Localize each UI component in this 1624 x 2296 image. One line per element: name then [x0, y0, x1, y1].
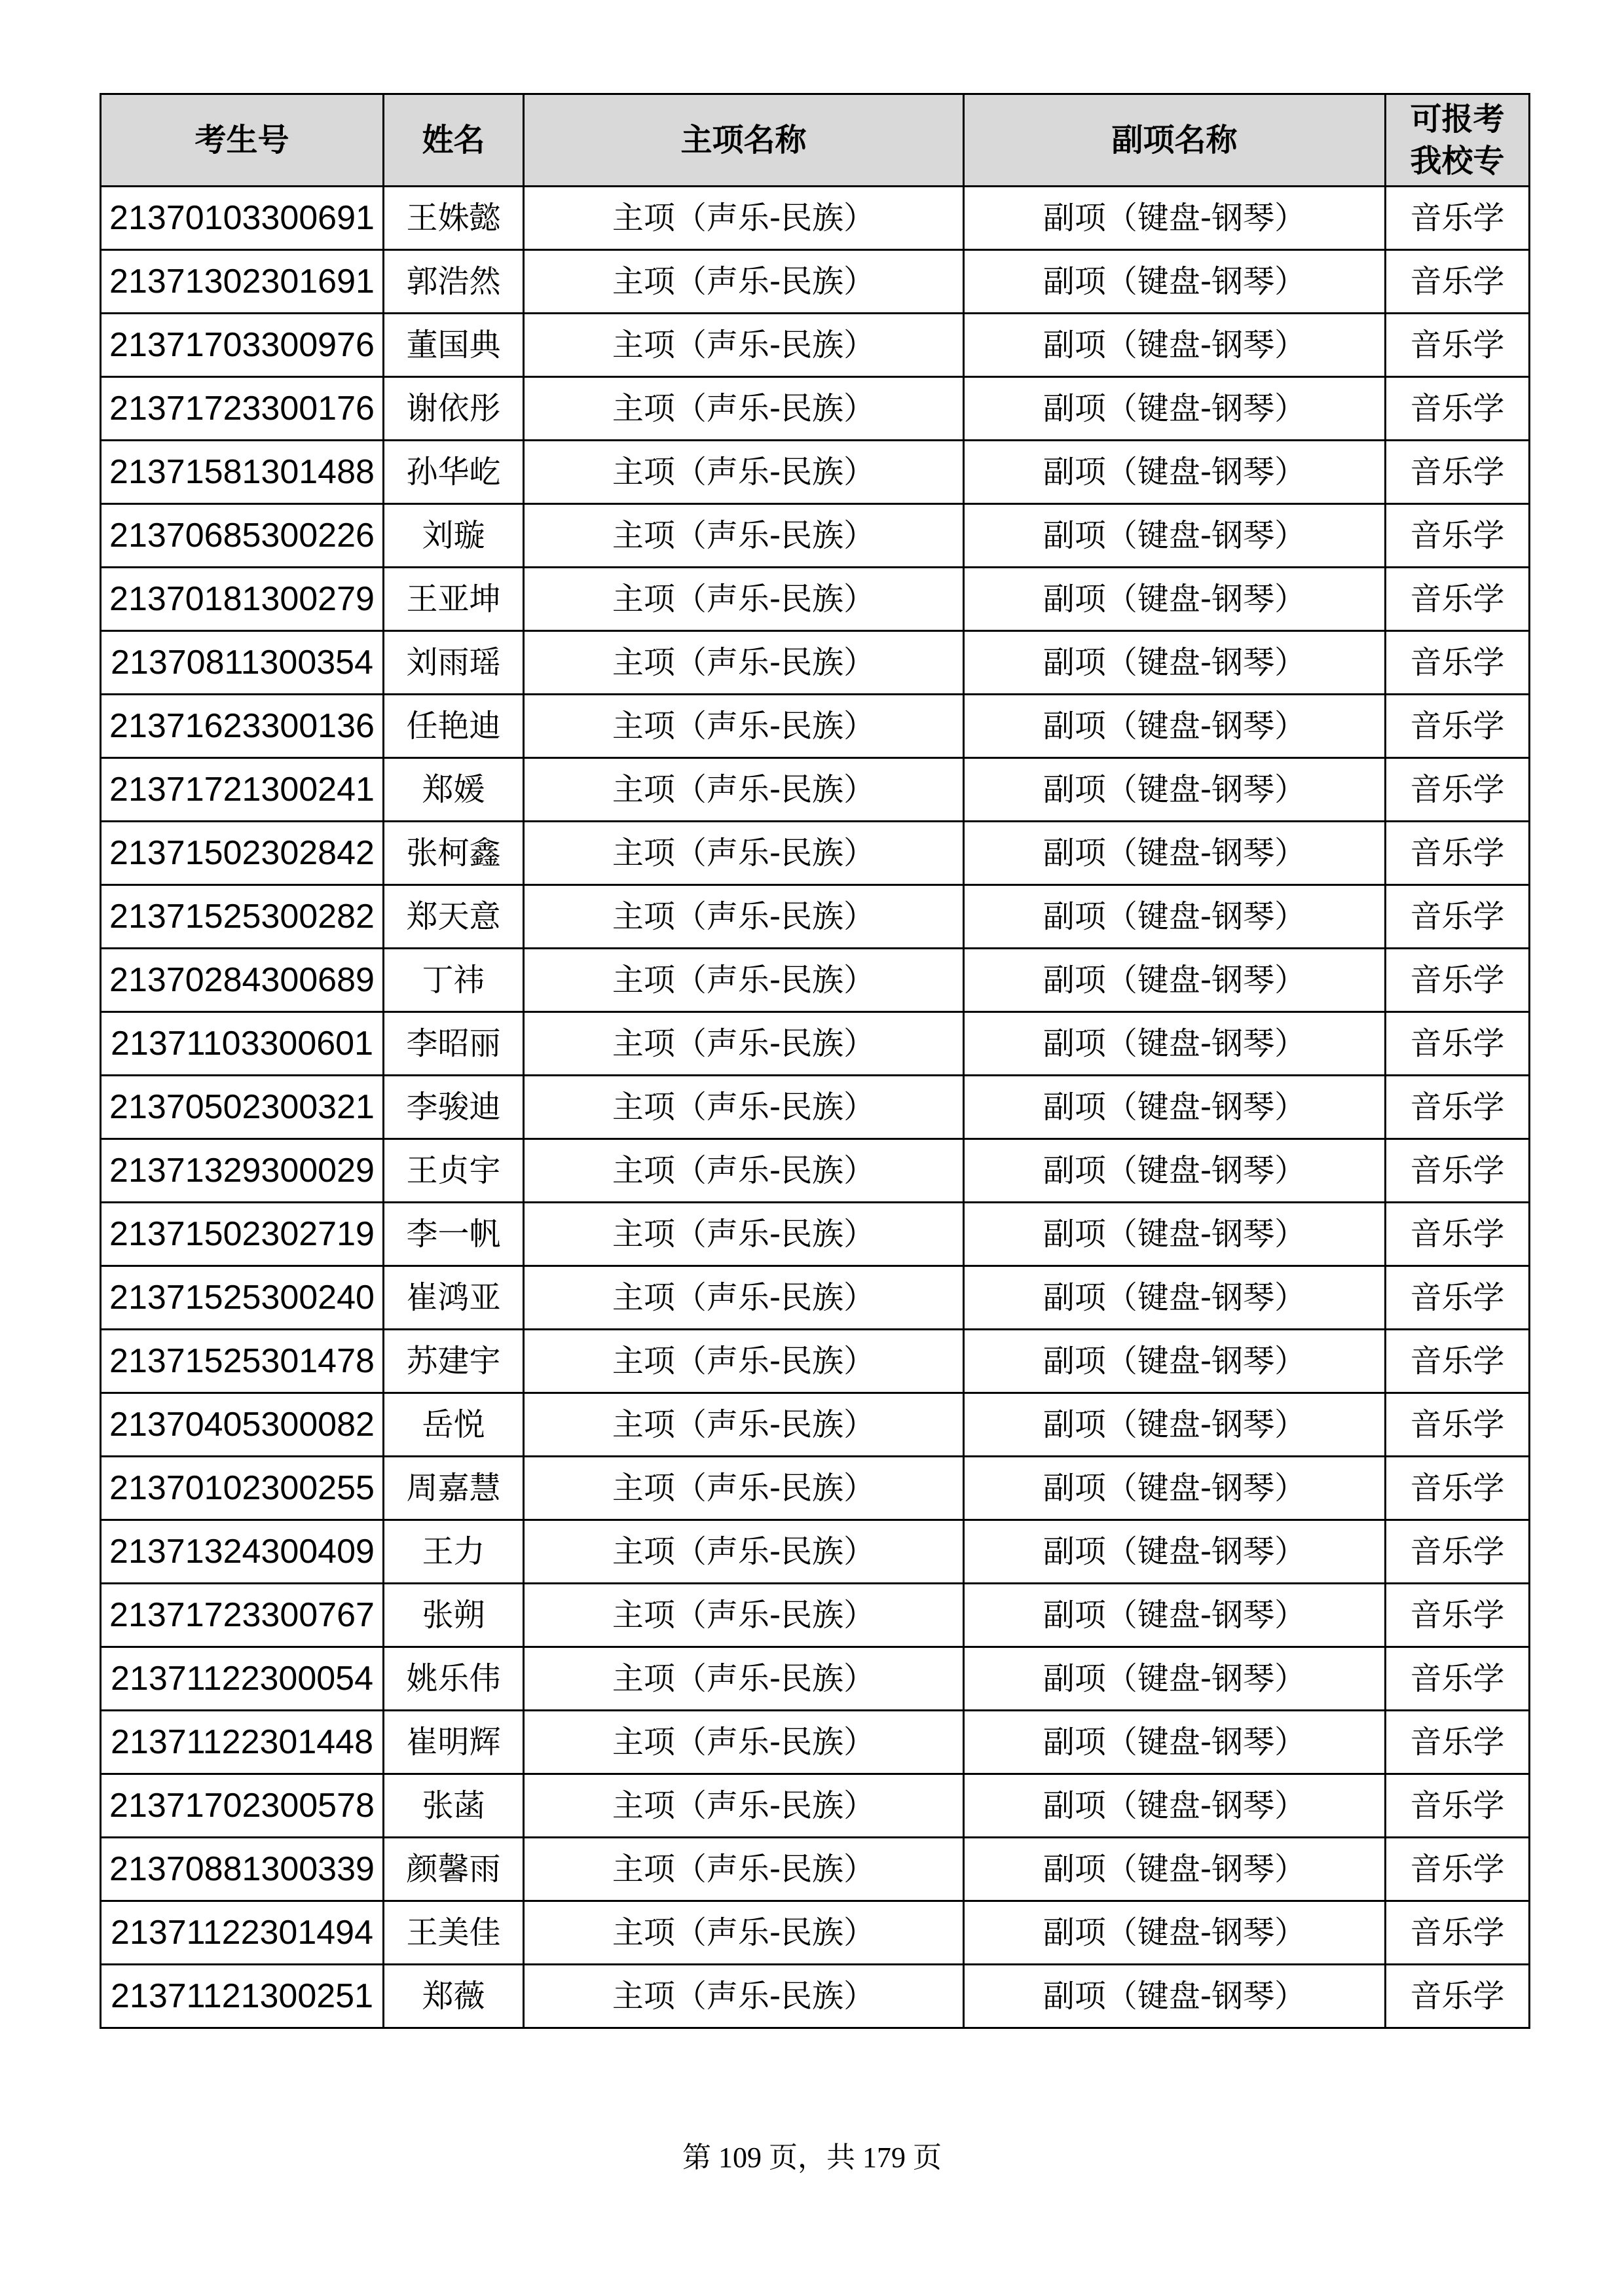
cell-sub-item: 副项（键盘-钢琴） [964, 377, 1386, 441]
cell-candidate-id: 21371525301478 [101, 1330, 384, 1393]
cell-sub-item: 副项（键盘-钢琴） [964, 1965, 1386, 2028]
cell-eligible-major: 音乐学 [1386, 250, 1530, 314]
cell-main-item: 主项（声乐-民族） [524, 1139, 964, 1203]
cell-eligible-major: 音乐学 [1386, 1139, 1530, 1203]
cell-candidate-id: 21371525300282 [101, 885, 384, 949]
table-row [101, 1584, 1530, 1647]
header-name: 姓名 [384, 94, 524, 187]
cell-main-item: 主项（声乐-民族） [524, 1330, 964, 1393]
cell-main-item: 主项（声乐-民族） [524, 1647, 964, 1711]
table-row [101, 1076, 1530, 1139]
cell-name: 谢依彤 [384, 377, 524, 441]
cell-sub-item: 副项（键盘-钢琴） [964, 1330, 1386, 1393]
cell-name: 崔鸿亚 [384, 1266, 524, 1330]
cell-main-item: 主项（声乐-民族） [524, 1203, 964, 1266]
cell-main-item: 主项（声乐-民族） [524, 822, 964, 885]
header-sub-item: 副项名称 [964, 94, 1386, 187]
cell-eligible-major: 音乐学 [1386, 885, 1530, 949]
table-row [101, 695, 1530, 758]
cell-main-item: 主项（声乐-民族） [524, 949, 964, 1012]
cell-candidate-id: 21371329300029 [101, 1139, 384, 1203]
cell-eligible-major: 音乐学 [1386, 1457, 1530, 1520]
table-header-row [101, 94, 1530, 187]
cell-candidate-id: 21371122300054 [101, 1647, 384, 1711]
cell-candidate-id: 21371502302719 [101, 1203, 384, 1266]
cell-name: 李一帆 [384, 1203, 524, 1266]
cell-sub-item: 副项（键盘-钢琴） [964, 1838, 1386, 1901]
cell-name: 崔明辉 [384, 1711, 524, 1774]
cell-eligible-major: 音乐学 [1386, 822, 1530, 885]
cell-candidate-id: 21370102300255 [101, 1457, 384, 1520]
table-row [101, 949, 1530, 1012]
table-row [101, 1393, 1530, 1457]
cell-sub-item: 副项（键盘-钢琴） [964, 695, 1386, 758]
cell-sub-item: 副项（键盘-钢琴） [964, 568, 1386, 631]
cell-sub-item: 副项（键盘-钢琴） [964, 949, 1386, 1012]
cell-eligible-major: 音乐学 [1386, 949, 1530, 1012]
cell-eligible-major: 音乐学 [1386, 1266, 1530, 1330]
table-row [101, 885, 1530, 949]
cell-candidate-id: 21371122301448 [101, 1711, 384, 1774]
table-row [101, 441, 1530, 504]
cell-name: 任艳迪 [384, 695, 524, 758]
table-row [101, 1203, 1530, 1266]
cell-sub-item: 副项（键盘-钢琴） [964, 1139, 1386, 1203]
table-row [101, 1520, 1530, 1584]
cell-name: 董国典 [384, 314, 524, 377]
cell-candidate-id: 21371623300136 [101, 695, 384, 758]
cell-candidate-id: 21371121300251 [101, 1965, 384, 2028]
cell-name: 郭浩然 [384, 250, 524, 314]
cell-sub-item: 副项（键盘-钢琴） [964, 504, 1386, 568]
cell-candidate-id: 21370502300321 [101, 1076, 384, 1139]
cell-name: 郑薇 [384, 1965, 524, 2028]
table-row [101, 1711, 1530, 1774]
cell-main-item: 主项（声乐-民族） [524, 885, 964, 949]
cell-main-item: 主项（声乐-民族） [524, 1838, 964, 1901]
cell-name: 王贞宇 [384, 1139, 524, 1203]
cell-name: 姚乐伟 [384, 1647, 524, 1711]
cell-sub-item: 副项（键盘-钢琴） [964, 1393, 1386, 1457]
cell-sub-item: 副项（键盘-钢琴） [964, 187, 1386, 250]
table-header [101, 94, 1530, 187]
cell-main-item: 主项（声乐-民族） [524, 758, 964, 822]
cell-name: 郑天意 [384, 885, 524, 949]
cell-candidate-id: 21371723300767 [101, 1584, 384, 1647]
table-row [101, 1647, 1530, 1711]
cell-eligible-major: 音乐学 [1386, 1203, 1530, 1266]
cell-candidate-id: 21371324300409 [101, 1520, 384, 1584]
cell-main-item: 主项（声乐-民族） [524, 377, 964, 441]
table-row [101, 1965, 1530, 2028]
cell-eligible-major: 音乐学 [1386, 1012, 1530, 1076]
table-row [101, 1457, 1530, 1520]
cell-eligible-major: 音乐学 [1386, 695, 1530, 758]
table-row [101, 1139, 1530, 1203]
cell-candidate-id: 21371103300601 [101, 1012, 384, 1076]
cell-main-item: 主项（声乐-民族） [524, 1393, 964, 1457]
cell-name: 张菡 [384, 1774, 524, 1838]
cell-main-item: 主项（声乐-民族） [524, 250, 964, 314]
table-row [101, 1838, 1530, 1901]
cell-name: 孙华屹 [384, 441, 524, 504]
cell-eligible-major: 音乐学 [1386, 758, 1530, 822]
cell-main-item: 主项（声乐-民族） [524, 1076, 964, 1139]
cell-main-item: 主项（声乐-民族） [524, 1901, 964, 1965]
cell-main-item: 主项（声乐-民族） [524, 1520, 964, 1584]
cell-candidate-id: 21371721300241 [101, 758, 384, 822]
cell-name: 张柯鑫 [384, 822, 524, 885]
table-row [101, 758, 1530, 822]
cell-candidate-id: 21371122301494 [101, 1901, 384, 1965]
table-row [101, 377, 1530, 441]
cell-name: 张朔 [384, 1584, 524, 1647]
cell-candidate-id: 21370881300339 [101, 1838, 384, 1901]
cell-sub-item: 副项（键盘-钢琴） [964, 631, 1386, 695]
table-body [101, 187, 1530, 2028]
cell-eligible-major: 音乐学 [1386, 1838, 1530, 1901]
table-row [101, 822, 1530, 885]
cell-candidate-id: 21371581301488 [101, 441, 384, 504]
cell-eligible-major: 音乐学 [1386, 1711, 1530, 1774]
cell-name: 郑媛 [384, 758, 524, 822]
cell-name: 苏建宇 [384, 1330, 524, 1393]
cell-name: 王力 [384, 1520, 524, 1584]
cell-sub-item: 副项（键盘-钢琴） [964, 885, 1386, 949]
cell-sub-item: 副项（键盘-钢琴） [964, 1457, 1386, 1520]
cell-main-item: 主项（声乐-民族） [524, 314, 964, 377]
cell-sub-item: 副项（键盘-钢琴） [964, 1203, 1386, 1266]
cell-sub-item: 副项（键盘-钢琴） [964, 822, 1386, 885]
table-row [101, 568, 1530, 631]
cell-main-item: 主项（声乐-民族） [524, 441, 964, 504]
cell-main-item: 主项（声乐-民族） [524, 1584, 964, 1647]
cell-main-item: 主项（声乐-民族） [524, 187, 964, 250]
cell-eligible-major: 音乐学 [1386, 1076, 1530, 1139]
cell-sub-item: 副项（键盘-钢琴） [964, 1901, 1386, 1965]
table-row [101, 1901, 1530, 1965]
cell-sub-item: 副项（键盘-钢琴） [964, 250, 1386, 314]
cell-candidate-id: 21370181300279 [101, 568, 384, 631]
cell-main-item: 主项（声乐-民族） [524, 1774, 964, 1838]
cell-sub-item: 副项（键盘-钢琴） [964, 1647, 1386, 1711]
cell-main-item: 主项（声乐-民族） [524, 1457, 964, 1520]
cell-main-item: 主项（声乐-民族） [524, 1266, 964, 1330]
header-main-item: 主项名称 [524, 94, 964, 187]
table-row [101, 187, 1530, 250]
table-row [101, 504, 1530, 568]
document-sheet [100, 93, 1528, 2029]
cell-sub-item: 副项（键盘-钢琴） [964, 1012, 1386, 1076]
header-candidate-id: 考生号 [101, 94, 384, 187]
cell-eligible-major: 音乐学 [1386, 1647, 1530, 1711]
cell-eligible-major: 音乐学 [1386, 1965, 1530, 2028]
cell-sub-item: 副项（键盘-钢琴） [964, 758, 1386, 822]
cell-name: 岳悦 [384, 1393, 524, 1457]
cell-eligible-major: 音乐学 [1386, 1901, 1530, 1965]
table-row [101, 314, 1530, 377]
cell-eligible-major: 音乐学 [1386, 187, 1530, 250]
candidate-table [100, 93, 1530, 2029]
cell-candidate-id: 21371502302842 [101, 822, 384, 885]
cell-candidate-id: 21370685300226 [101, 504, 384, 568]
cell-main-item: 主项（声乐-民族） [524, 695, 964, 758]
cell-sub-item: 副项（键盘-钢琴） [964, 1774, 1386, 1838]
cell-sub-item: 副项（键盘-钢琴） [964, 1584, 1386, 1647]
cell-eligible-major: 音乐学 [1386, 1393, 1530, 1457]
cell-name: 王姝懿 [384, 187, 524, 250]
cell-candidate-id: 21370811300354 [101, 631, 384, 695]
cell-name: 刘璇 [384, 504, 524, 568]
header-eligible-major: 可报考我校专 [1386, 94, 1530, 187]
cell-main-item: 主项（声乐-民族） [524, 1965, 964, 2028]
cell-sub-item: 副项（键盘-钢琴） [964, 1711, 1386, 1774]
cell-name: 颜馨雨 [384, 1838, 524, 1901]
cell-name: 王美佳 [384, 1901, 524, 1965]
cell-name: 李昭丽 [384, 1012, 524, 1076]
table-row [101, 1330, 1530, 1393]
cell-eligible-major: 音乐学 [1386, 377, 1530, 441]
cell-eligible-major: 音乐学 [1386, 504, 1530, 568]
cell-candidate-id: 21371703300976 [101, 314, 384, 377]
cell-main-item: 主项（声乐-民族） [524, 631, 964, 695]
cell-sub-item: 副项（键盘-钢琴） [964, 1266, 1386, 1330]
cell-sub-item: 副项（键盘-钢琴） [964, 1520, 1386, 1584]
cell-main-item: 主项（声乐-民族） [524, 504, 964, 568]
cell-eligible-major: 音乐学 [1386, 631, 1530, 695]
cell-main-item: 主项（声乐-民族） [524, 568, 964, 631]
cell-name: 周嘉慧 [384, 1457, 524, 1520]
cell-eligible-major: 音乐学 [1386, 568, 1530, 631]
table-row [101, 1012, 1530, 1076]
cell-candidate-id: 21370103300691 [101, 187, 384, 250]
cell-name: 刘雨瑶 [384, 631, 524, 695]
cell-name: 丁祎 [384, 949, 524, 1012]
cell-candidate-id: 21370284300689 [101, 949, 384, 1012]
cell-candidate-id: 21371525300240 [101, 1266, 384, 1330]
cell-eligible-major: 音乐学 [1386, 441, 1530, 504]
cell-main-item: 主项（声乐-民族） [524, 1711, 964, 1774]
cell-candidate-id: 21371702300578 [101, 1774, 384, 1838]
cell-sub-item: 副项（键盘-钢琴） [964, 441, 1386, 504]
cell-candidate-id: 21371302301691 [101, 250, 384, 314]
table-row [101, 1266, 1530, 1330]
cell-name: 李骏迪 [384, 1076, 524, 1139]
cell-name: 王亚坤 [384, 568, 524, 631]
cell-sub-item: 副项（键盘-钢琴） [964, 314, 1386, 377]
cell-eligible-major: 音乐学 [1386, 314, 1530, 377]
cell-candidate-id: 21370405300082 [101, 1393, 384, 1457]
cell-eligible-major: 音乐学 [1386, 1584, 1530, 1647]
table-row [101, 631, 1530, 695]
cell-eligible-major: 音乐学 [1386, 1520, 1530, 1584]
page-footer: 第 109 页，共 179 页 [682, 2141, 942, 2174]
cell-main-item: 主项（声乐-民族） [524, 1012, 964, 1076]
cell-sub-item: 副项（键盘-钢琴） [964, 1076, 1386, 1139]
table-row [101, 250, 1530, 314]
cell-eligible-major: 音乐学 [1386, 1774, 1530, 1838]
cell-candidate-id: 21371723300176 [101, 377, 384, 441]
cell-eligible-major: 音乐学 [1386, 1330, 1530, 1393]
table-row [101, 1774, 1530, 1838]
